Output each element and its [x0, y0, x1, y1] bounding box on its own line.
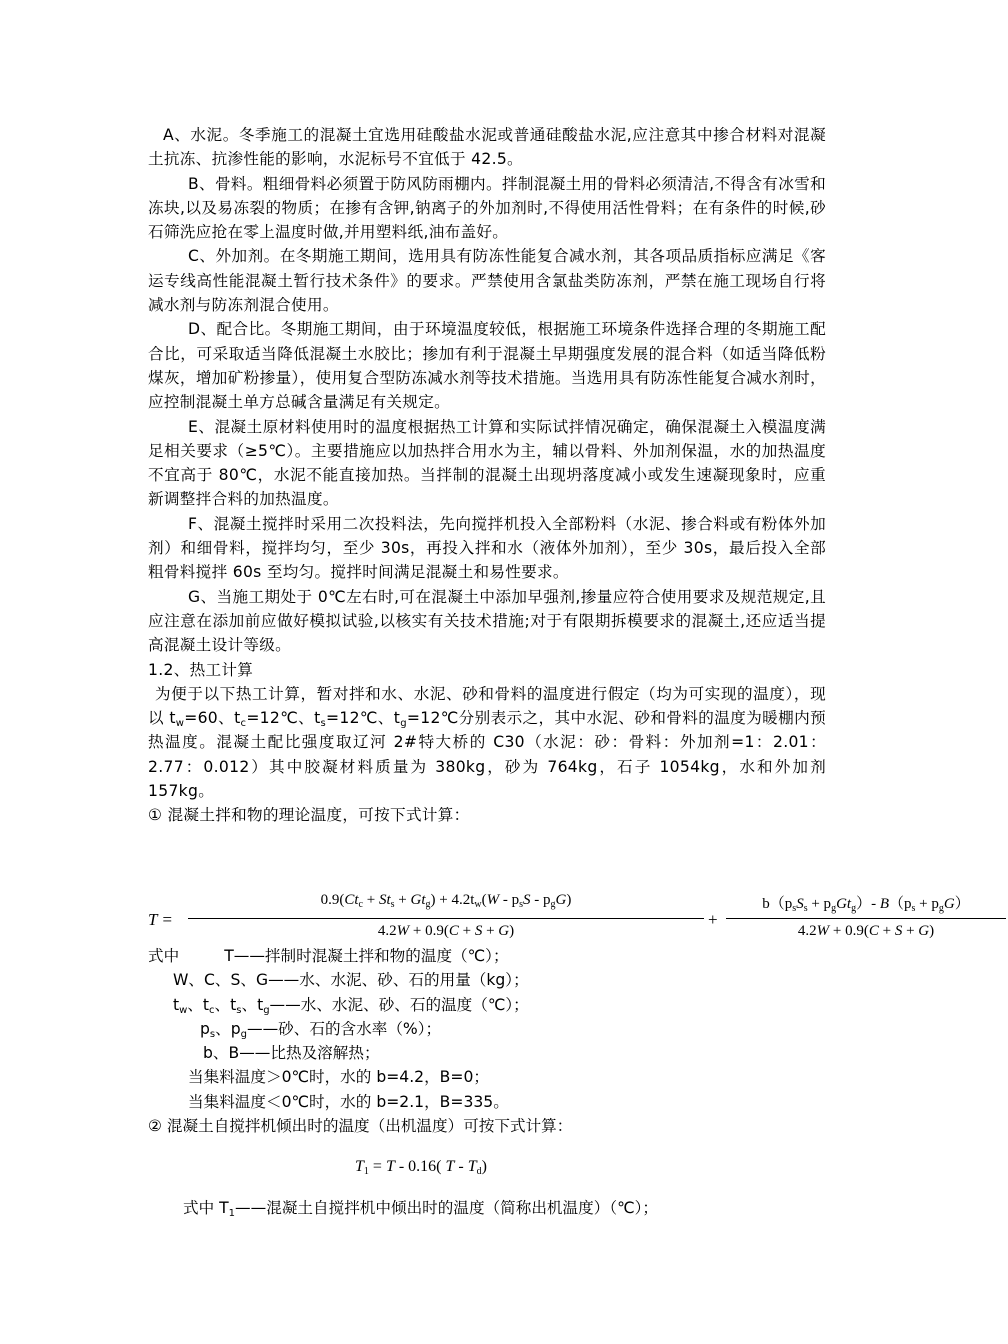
formula-numerator-2: $b(p_sS_s + p_gGt_g)-$ $B(p_s + p_gG)$: [762, 896, 970, 914]
paragraph-d: D、配合比。冬期施工期间，由于环境温度较低，根据施工环境条件选择合理的冬期施工配合比，可采取适当降低混凝土水胶比；掺加有利于混凝土早期强度发展的混合料（如适当降低粉煤灰，增加矿粉掺量），使用复合型防冻减水剂等技术措施。当选用具有防冻性能复合减水剂时，应控制混凝土单方总碱含量满足有关规定。: [148, 320, 826, 412]
formula-denominator-2: 4.2W + 0.9(C + S + G): [797, 923, 935, 939]
step-2-label: ② 混凝土自搅拌机倾出时的温度（出机温度）可按下式计算：: [148, 1117, 573, 1136]
paragraph-c: C、外加剂。在冬期施工期间，选用具有防冻性能复合减水剂，其各项品质指标应满足《客运专线高性能混凝土暂行技术条件》的要求。严禁使用含氯盐类防冻剂，严禁在施工现场自行将减水剂与防冻剂混合使用。: [148, 247, 826, 315]
definition-wcsg: W、C、S、G——水、水泥、砂、石的用量（kg）；: [173, 971, 529, 990]
formula-theoretical-temperature: [148, 892, 970, 948]
definition-t1: 式中 $T_1——$混凝土自搅拌机中倾出时的温度（简称出机温度）（℃）；: [183, 1199, 658, 1219]
definition-below-zero: 当集料温度＜0℃时，水的 b=2.1，B=335。: [188, 1092, 509, 1111]
definition-above-zero: 当集料温度＞0℃时，水的 b=4.2，B=0；: [188, 1068, 489, 1087]
formula-plus: +: [708, 910, 718, 929]
definition-t: 式中 T——拌制时混凝土拌和物的温度（℃）；: [148, 947, 509, 965]
fraction-line-1: [188, 918, 704, 919]
formula-lhs: T =: [148, 910, 173, 929]
formula-denominator-1: 4.2W + 0.9(C + S + G): [377, 923, 515, 939]
step-1-label: ① 混凝土拌和物的理论温度，可按下式计算：: [148, 806, 470, 825]
definition-b: b、B——比热及溶解热；: [203, 1044, 380, 1063]
formula-discharge-temperature: $T_1 = T - 0.16$( T - $T_d$): [355, 1158, 487, 1177]
fraction-line-2: [726, 918, 1006, 919]
body-text: [148, 123, 826, 828]
paragraph-a: A、水泥。冬季施工的混凝土宜选用硅酸盐水泥或普通硅酸盐水泥,应注意其中掺合材料对混凝土抗冻、抗渗性能的影响，水泥标号不宜低于 42.5。: [148, 126, 826, 169]
paragraph-intro: 为便于以下热工计算，暂对拌和水、水泥、砂和骨料的温度进行假定（均为可实现的温度），现以 $t_w=60$、$t_c=12℃$、$t_s=12℃$、$t_g=12℃$分别表示之，其中水泥、砂和骨料的温度为暖棚内预热温度。混凝土配比强度取辽河 2#特大桥的 C30（水泥：砂：骨料：外加剂=1：2.01：2.77：0.012）其中胶凝材料质量为 380kg，砂为 764kg，石子 1054kg，水和外加剂 157kg。: [148, 684, 826, 801]
paragraph-g: G、当施工期处于 0℃左右时,可在混凝土中添加早强剂,掺量应符合使用要求及规范规定,且应注意在添加前应做好模拟试验,以核实有关技术措施;对于有限期拆模要求的混凝土,还应适当提高混凝土设计等级。: [148, 587, 826, 655]
formula-definitions: [148, 944, 572, 1138]
paragraph-e: E、混凝土原材料使用时的温度根据热工计算和实际试拌情况确定，确保混凝土入模温度满足相关要求（≥5℃）。主要措施应以加热拌合用水为主，辅以骨料、外加剂保温，水的加热温度不宜高于 80℃，水泥不能直接加热。当拌制的混凝土出现坍落度减小或发生速凝现象时，应重新调整拌合料的加热温度。: [148, 417, 826, 509]
paragraph-f: F、混凝土搅拌时采用二次投料法，先向搅拌机投入全部粉料（水泥、掺合料或有粉体外加剂）和细骨料，搅拌均匀，至少 30s，再投入拌和水（液体外加剂），至少 30s，最后投入全部粗骨料搅拌 60s 至均匀。搅拌时间满足混凝土和易性要求。: [148, 514, 826, 582]
definition-moisture: $p_s$、$p_g——$砂、石的含水率（%）；: [200, 1019, 442, 1040]
section-heading: 1.2、热工计算: [148, 660, 254, 679]
paragraph-b: B、骨料。粗细骨料必须置于防风防雨棚内。拌制混凝土用的骨料必须清洁,不得含有冰雪和冻块,以及易冻裂的物质；在掺有含钾,钠离子的外加剂时,不得使用活性骨料；在有条件的时候,砂石筛洗应抢在零上温度时做,并用塑料纸,油布盖好。: [148, 174, 826, 242]
formula-numerator-1: $0.9(Ct_c + St_s + Gt_g) + 4.2t_w(W - p_sS - p_gG)$: [320, 892, 572, 910]
definition-temps: $t_w$、$t_c$、$t_s$、$t_g——$水、水泥、砂、石的温度（℃）；: [173, 995, 529, 1016]
